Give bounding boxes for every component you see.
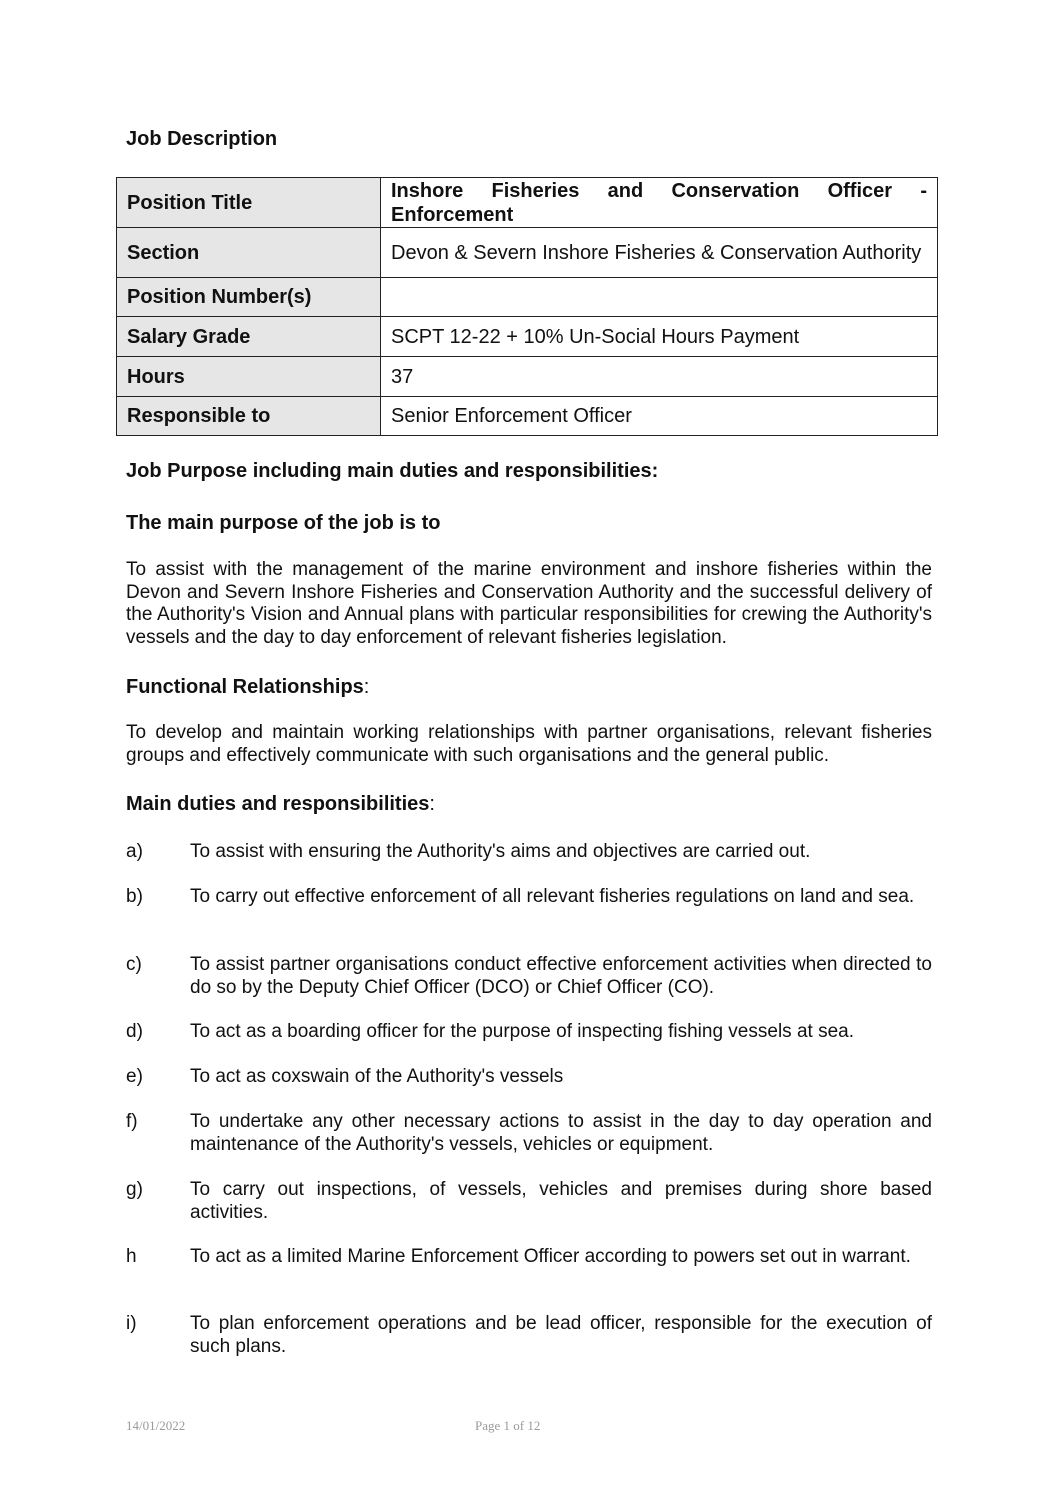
- functional-relationships-text: To develop and maintain working relationships with partner organisations, relevant fisheries groups and effectively communicate with such organisations and the general public.: [126, 722, 932, 766]
- heading-colon: :: [429, 793, 435, 815]
- position-title-value: Inshore Fisheries and Conservation Officer - Enforcement: [381, 178, 938, 228]
- hours-label: Hours: [117, 357, 381, 397]
- table-row: [117, 178, 938, 228]
- heading-colon: :: [363, 676, 370, 698]
- duty-letter: a): [126, 841, 143, 862]
- main-purpose-text: To assist with the management of the marine environment and inshore fisheries within the Devon and Severn Inshore Fisheries and Conservation Authority and the successful delivery of the Authority's Vision and Annual plans with particular responsibilities for crewing the Authority's vessels and the day to day enforcement of relevant fisheries legislation.: [126, 559, 932, 648]
- table-row: [117, 278, 938, 317]
- table-row: [117, 228, 938, 278]
- functional-heading-text: Functional Relationships: [126, 676, 364, 698]
- duty-text: To act as coxswain of the Authority's vessels: [190, 1066, 564, 1087]
- duty-text: To assist with ensuring the Authority's aims and objectives are carried out.: [190, 841, 811, 862]
- section-value: Devon & Severn Inshore Fisheries & Conservation Authority: [381, 228, 938, 278]
- duty-text: To plan enforcement operations and be lead officer, responsible for the execution of such plans.: [190, 1313, 932, 1357]
- duty-text: To carry out effective enforcement of all relevant fisheries regulations on land and sea.: [190, 886, 915, 907]
- main-purpose-heading: The main purpose of the job is to: [126, 512, 441, 534]
- duty-text: To undertake any other necessary actions to assist in the day to day operation and maintenance of the Authority's vessels, vehicles or equipment.: [190, 1111, 932, 1155]
- footer-page-number: Page 1 of 12: [475, 1418, 541, 1433]
- section-label: Section: [117, 228, 381, 278]
- duty-text: To assist partner organisations conduct effective enforcement activities when directed to do so by the Deputy Chief Officer (DCO) or Chief Officer (CO).: [190, 954, 932, 998]
- salary-grade-label: Salary Grade: [117, 317, 381, 357]
- salary-grade-value: SCPT 12-22 + 10% Un-Social Hours Payment: [381, 317, 938, 357]
- duty-letter: f): [126, 1111, 138, 1132]
- duty-letter: d): [126, 1021, 143, 1042]
- duties-heading-text: Main duties and responsibilities: [126, 793, 430, 815]
- duty-text: To act as a boarding officer for the purpose of inspecting fishing vessels at sea.: [190, 1021, 854, 1042]
- table-row: [117, 317, 938, 357]
- functional-relationships-heading: [126, 676, 369, 699]
- job-purpose-heading: Job Purpose including main duties and responsibilities:: [126, 460, 659, 482]
- responsible-to-value: Senior Enforcement Officer: [381, 397, 938, 436]
- footer-date: 14/01/2022: [126, 1418, 186, 1433]
- duty-letter: e): [126, 1066, 143, 1087]
- duty-text: To carry out inspections, of vessels, vehicles and premises during shore based activities.: [190, 1179, 932, 1223]
- document-title: Job Description: [126, 128, 278, 150]
- position-title-label: Position Title: [117, 178, 381, 228]
- duty-text: To act as a limited Marine Enforcement Officer according to powers set out in warrant.: [190, 1246, 911, 1267]
- position-number-label: Position Number(s): [117, 278, 381, 317]
- table-row: [117, 397, 938, 436]
- duty-letter: c): [126, 954, 142, 975]
- duty-letter: i): [126, 1313, 137, 1334]
- main-duties-heading: [126, 793, 435, 816]
- duty-letter: b): [126, 886, 143, 907]
- position-number-value: [381, 278, 938, 317]
- job-info-table: [116, 177, 938, 436]
- responsible-to-label: Responsible to: [117, 397, 381, 436]
- table-row: [117, 357, 938, 397]
- duty-letter: h: [126, 1246, 137, 1267]
- duty-letter: g): [126, 1179, 143, 1200]
- hours-value: 37: [381, 357, 938, 397]
